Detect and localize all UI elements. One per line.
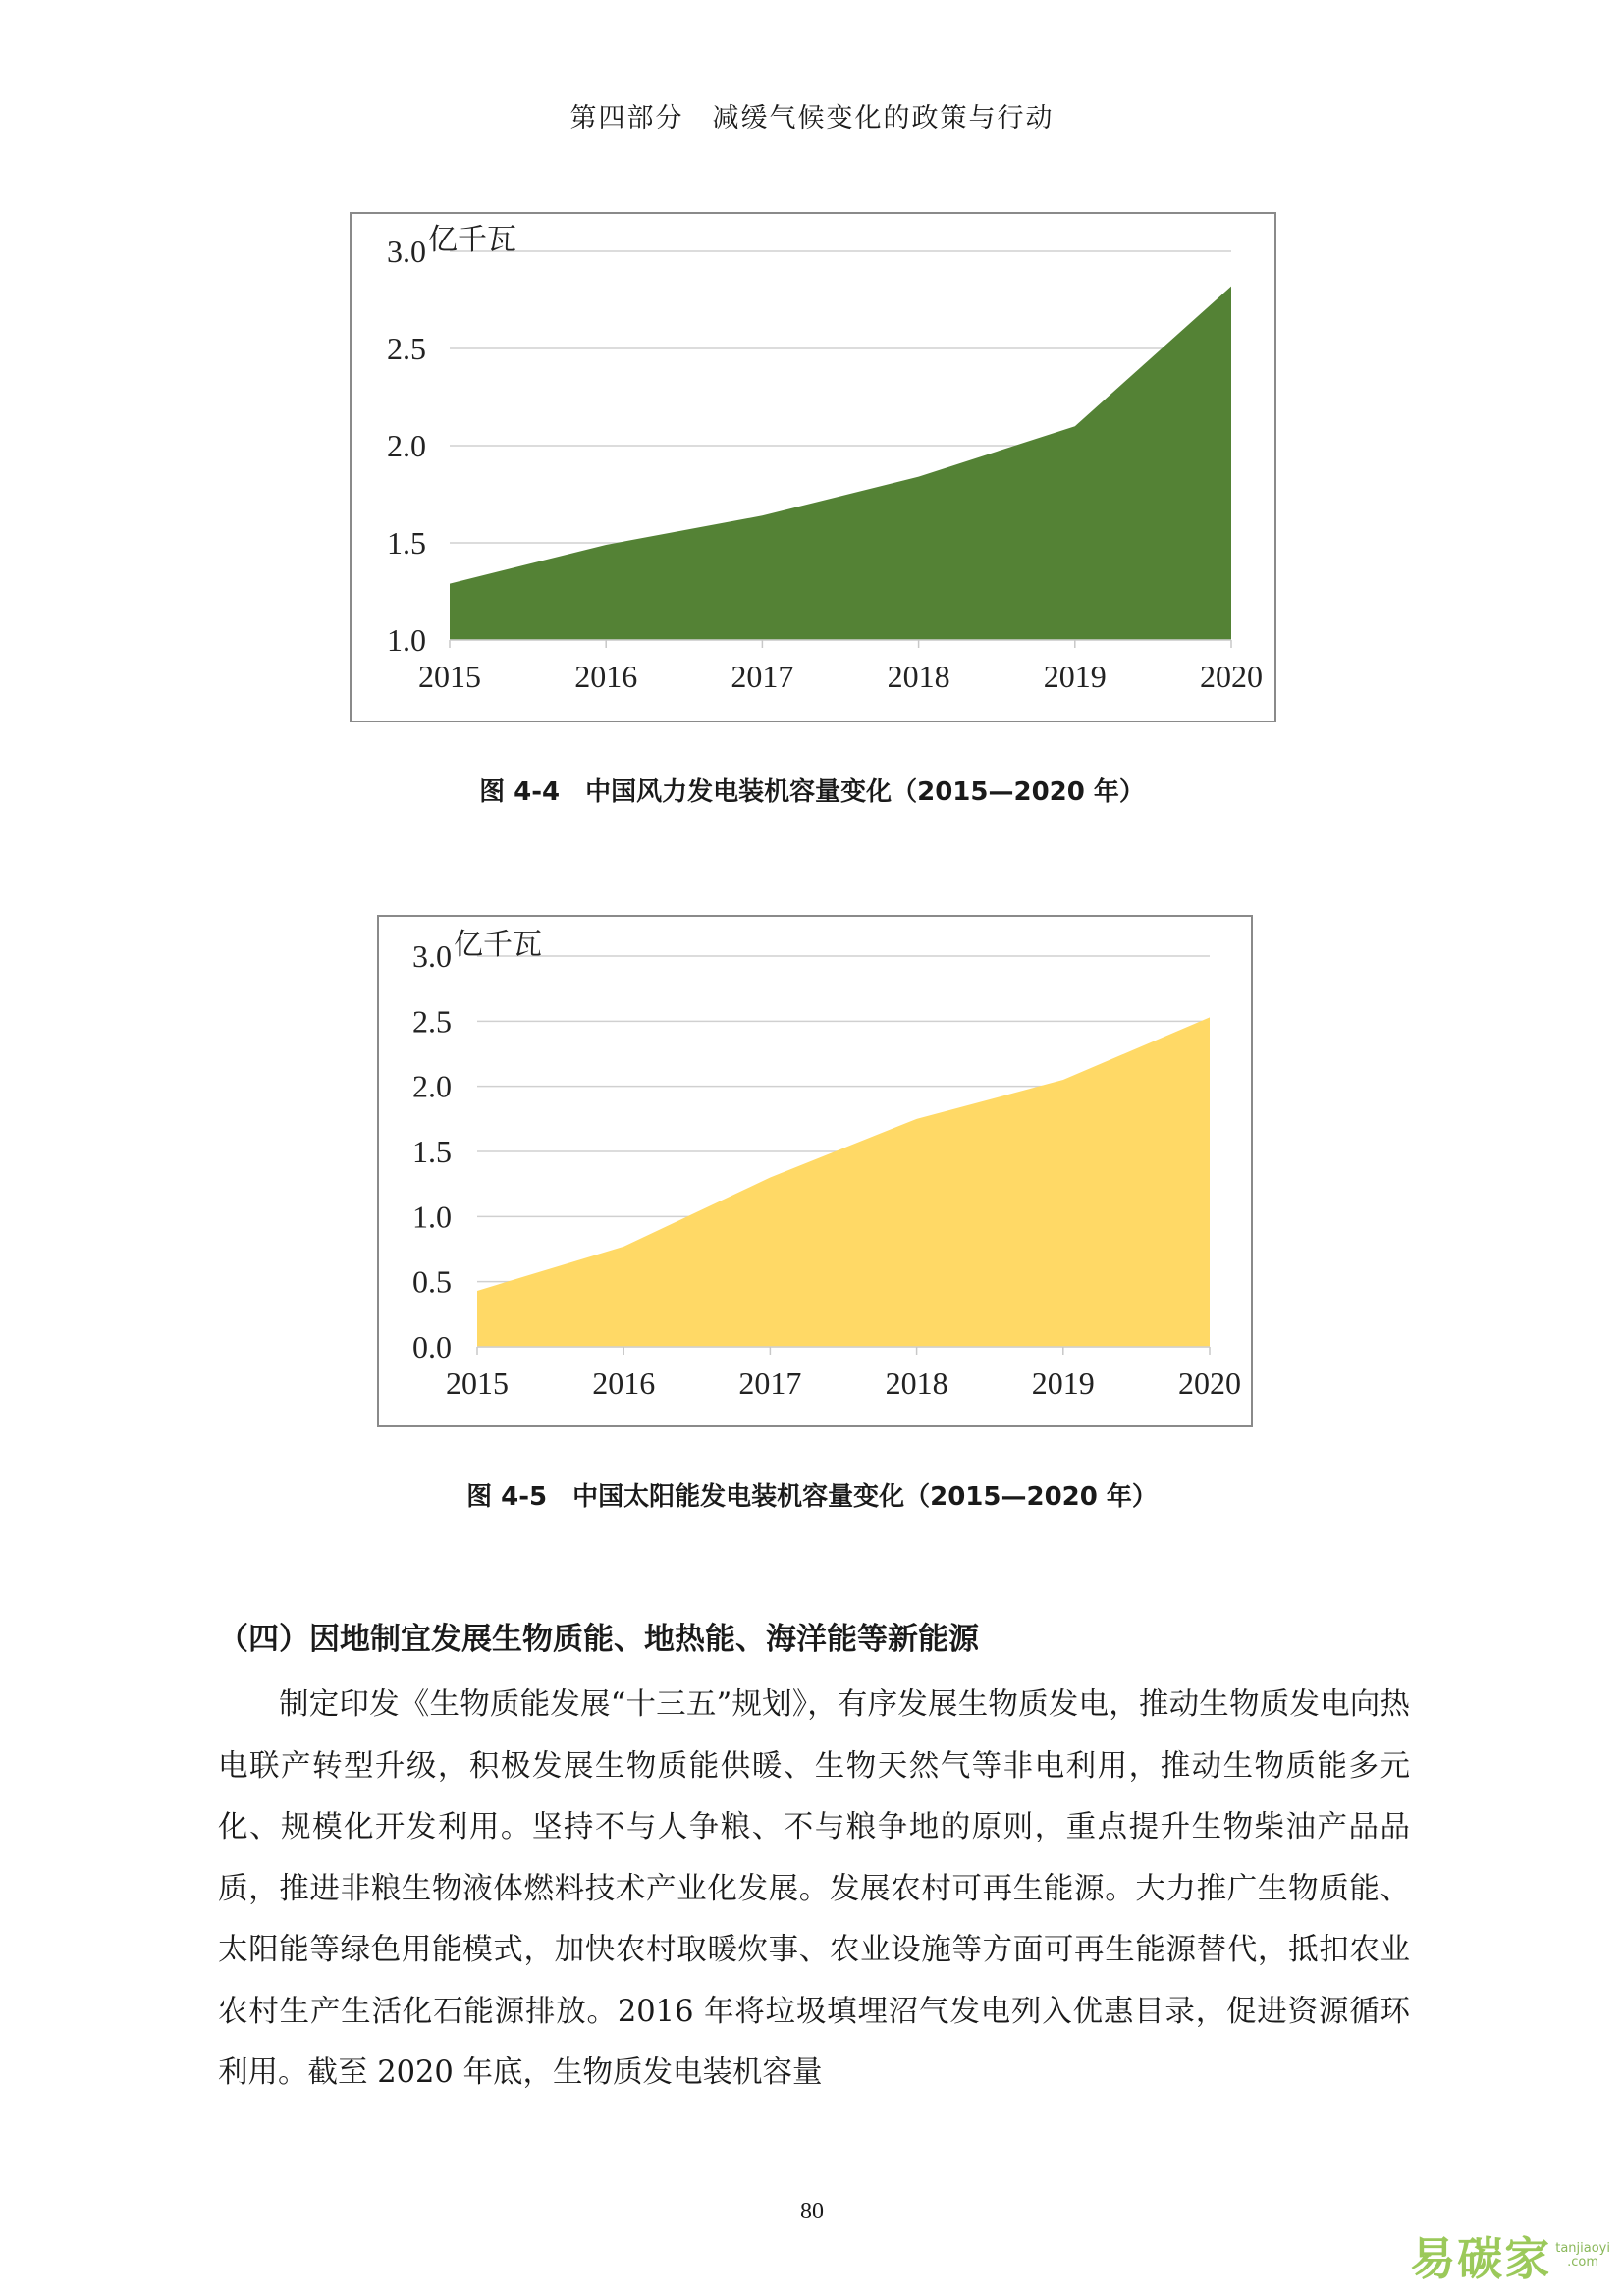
y-tick-label: 2.5 xyxy=(412,1003,452,1040)
wind-capacity-chart xyxy=(350,212,1276,722)
watermark-logo xyxy=(1410,2223,1610,2288)
y-axis-unit-label: 亿千瓦 xyxy=(454,928,542,962)
y-tick-label: 0.0 xyxy=(412,1329,452,1364)
x-tick-label: 2020 xyxy=(1200,659,1263,694)
y-tick-label: 1.5 xyxy=(412,1134,452,1169)
page-header: 第四部分 减缓气候变化的政策与行动 xyxy=(569,103,1055,133)
x-tick-label: 2019 xyxy=(1031,1365,1095,1401)
area-series xyxy=(450,287,1231,640)
x-tick-label: 2015 xyxy=(418,659,481,694)
x-tick-label: 2018 xyxy=(887,659,950,694)
solar-capacity-chart xyxy=(377,915,1253,1427)
y-tick-label: 1.5 xyxy=(387,525,426,561)
y-tick-label: 3.0 xyxy=(412,938,452,974)
watermark-domain xyxy=(1555,2242,1610,2269)
x-tick-label: 2016 xyxy=(592,1365,656,1401)
x-tick-label: 2019 xyxy=(1043,659,1107,694)
watermark-domain-line2: .com xyxy=(1567,2255,1599,2269)
y-tick-label: 1.0 xyxy=(387,622,426,658)
page-number: 80 xyxy=(800,2199,824,2224)
y-tick-label: 3.0 xyxy=(387,234,426,269)
y-tick-label: 2.0 xyxy=(412,1068,452,1104)
y-tick-label: 2.5 xyxy=(387,331,426,366)
wind-capacity-chart-svg xyxy=(352,214,1274,721)
section-title: （四）因地制宜发展生物质能、地热能、海洋能等新能源 xyxy=(218,1622,979,1657)
figure-caption-4-5: 图 4-5 中国太阳能发电装机容量变化（2015—2020 年） xyxy=(466,1482,1158,1512)
x-tick-label: 2016 xyxy=(574,659,638,694)
body-paragraph: 制定印发《生物质能发展“十三五”规划》，有序发展生物质发电，推动生物质发电向热电联产转型升级，积极发展生物质能供暖、生物天然气等非电利用，推动生物质能多元化、规模化开发利用。坚持不与人争粮、不与粮争地的原则，重点提升生物柴油产品品质，推进非粮生物液体燃料技术产业化发展。发展农村可再生能源。大力推广生物质能、太阳能等绿色用能模式，加快农村取暖炊事、农业设施等方面可再生能源替代，抵扣农业农村生产生活化石能源排放。2016 年将垃圾填埋沼气发电列入优惠目录，促进资源循环利用。截至 2020 年底，生物质发电装机容量 xyxy=(218,1687,1410,2090)
solar-capacity-chart-svg xyxy=(379,917,1251,1425)
x-tick-label: 2017 xyxy=(738,1365,802,1401)
x-tick-label: 2015 xyxy=(446,1365,509,1401)
y-tick-label: 1.0 xyxy=(412,1199,452,1235)
y-tick-label: 2.0 xyxy=(387,428,426,463)
x-tick-label: 2018 xyxy=(885,1365,948,1401)
figure-caption-4-4: 图 4-4 中国风力发电装机容量变化（2015—2020 年） xyxy=(479,777,1145,807)
watermark-domain-line1: tanjiaoyi xyxy=(1555,2241,1610,2256)
x-tick-label: 2020 xyxy=(1178,1365,1241,1401)
y-tick-label: 0.5 xyxy=(412,1263,452,1300)
watermark-text: 易碳家 xyxy=(1410,2232,1552,2285)
y-axis-unit-label: 亿千瓦 xyxy=(428,223,516,257)
area-series xyxy=(477,1017,1210,1347)
x-tick-label: 2017 xyxy=(731,659,794,694)
